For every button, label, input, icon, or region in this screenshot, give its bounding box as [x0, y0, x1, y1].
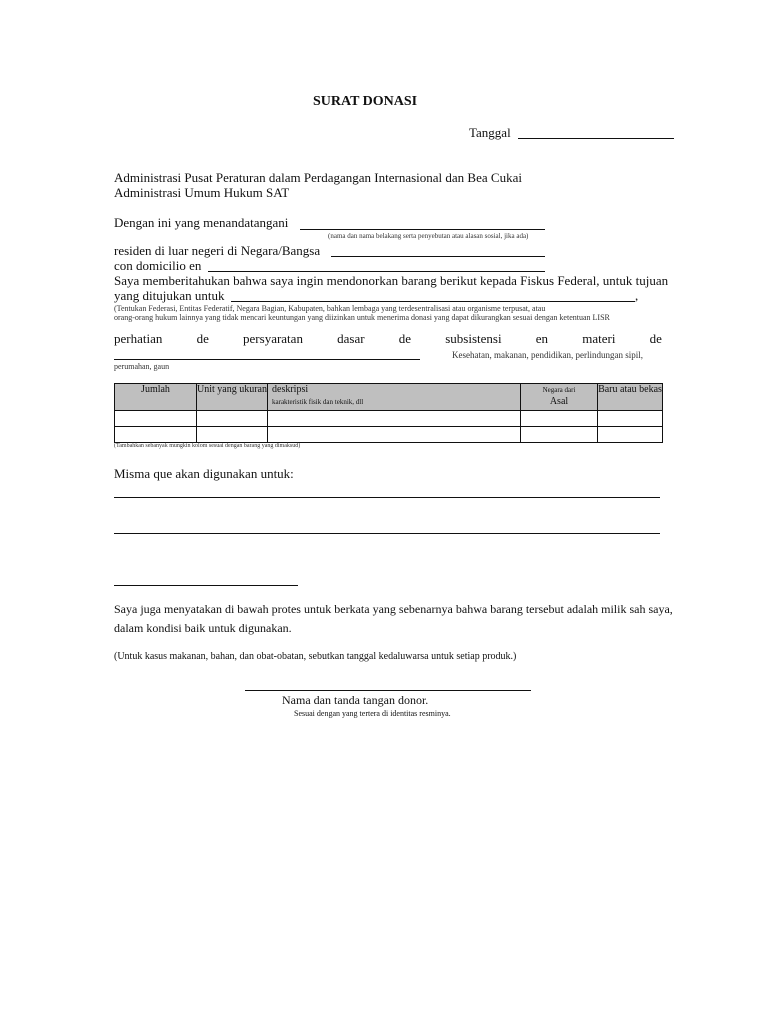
declaration-line-1: Saya juga menyatakan di bawah protes untuk berkata yang sebenarnya bahwa barang tersebut adalah milik sah saya, [114, 602, 673, 616]
entity-note [114, 304, 716, 322]
cell-baru[interactable] [598, 427, 663, 443]
needs-note-line-2: perumahan, gaun [114, 362, 170, 371]
attention-word: de [196, 331, 209, 346]
entity-note-line-1: (Tentukan Federasi, Entitas Federatif, Negara Bagian, Kabupaten, bahkan lembaga yang terdesentralisasi atau organisme terpusat, atau [114, 304, 546, 313]
col-negara-asal [521, 384, 598, 411]
usage-field-1[interactable] [114, 497, 660, 498]
table-row [115, 411, 663, 427]
document-title: SURAT DONASI [313, 94, 418, 109]
attention-word: perhatian [114, 331, 163, 346]
signer-label: Dengan ini yang menandatangani [114, 215, 289, 230]
attention-word: en [535, 331, 549, 346]
expiry-note: (Untuk kasus makanan, bahan, dan obat-obatan, sebutkan tanggal kedaluwarsa untuk setiap produk.) [114, 651, 517, 662]
attention-row [114, 331, 662, 347]
cell-unit[interactable] [197, 411, 268, 427]
notify-line-2-label: yang ditujukan untuk [114, 288, 225, 303]
cell-baru[interactable] [598, 411, 663, 427]
signer-name-field[interactable] [300, 229, 545, 230]
declaration-line-2: dalam kondisi baik untuk digunakan. [114, 621, 292, 635]
table-note: (Tambahkan sebanyak mungkin kolom sesuai dengan barang yang dimaksud) [114, 443, 301, 449]
col-deskripsi [268, 384, 521, 411]
col-deskripsi-label: deskripsi [272, 384, 309, 395]
signature-field[interactable] [245, 690, 531, 691]
date-label: Tanggal [469, 125, 511, 140]
domicile-field[interactable] [208, 271, 545, 272]
usage-field-3[interactable] [114, 585, 298, 586]
signature-label: Nama dan tanda tangan donor. [282, 693, 429, 707]
resident-label: residen di luar negeri di Negara/Bangsa [114, 243, 321, 258]
needs-field[interactable] [114, 359, 420, 360]
attention-word: persyaratan [243, 331, 303, 346]
items-table [114, 383, 663, 443]
needs-note-line-1: Kesehatan, makanan, pendidikan, perlindungan sipil, [452, 350, 643, 360]
cell-asal[interactable] [521, 427, 598, 443]
col-asal-label: Asal [549, 396, 569, 407]
attention-word: de [398, 331, 412, 346]
attention-word: subsistensi [445, 331, 502, 346]
country-field[interactable] [331, 256, 545, 257]
cell-deskripsi[interactable] [268, 411, 521, 427]
cell-deskripsi[interactable] [268, 427, 521, 443]
attention-word: dasar [337, 331, 365, 346]
notify-line-2-end: , [635, 288, 639, 303]
domicile-label: con domicilio en [114, 258, 202, 273]
purpose-field[interactable] [231, 301, 635, 302]
attention-word: de [649, 331, 662, 346]
cell-asal[interactable] [521, 411, 598, 427]
usage-field-2[interactable] [114, 533, 660, 534]
col-baru: Baru atau bekas [598, 384, 663, 411]
usage-label: Misma que akan digunakan untuk: [114, 466, 294, 481]
col-unit: Unit yang ukuran [197, 384, 268, 411]
table-row [115, 427, 663, 443]
entity-note-line-2: orang-orang hukum lainnya yang tidak mencari keuntungan yang diizinkan untuk menerima donasi yang dapat dikurangkan sesuai dengan ketentuan LISR [114, 313, 610, 322]
table-header-row [115, 384, 663, 411]
col-deskripsi-sub: karakteristik fisik dan teknik, dll [272, 398, 364, 406]
notify-line-1: Saya memberitahukan bahwa saya ingin mendonorkan barang berikut kepada Fiskus Federal, untuk tujuan [114, 273, 669, 288]
col-negara-label: Negara dari [542, 386, 576, 394]
attention-word: materi [582, 331, 616, 346]
recipient-line-1: Administrasi Pusat Peraturan dalam Perdagangan Internasional dan Bea Cukai [114, 170, 522, 185]
signer-note: (nama dan nama belakang serta penyebutan atau alasan sosial, jika ada) [328, 232, 529, 240]
cell-unit[interactable] [197, 427, 268, 443]
cell-jumlah[interactable] [115, 427, 197, 443]
recipient-line-2: Administrasi Umum Hukum SAT [114, 185, 290, 200]
cell-jumlah[interactable] [115, 411, 197, 427]
signature-note: Sesuai dengan yang tertera di identitas resminya. [294, 709, 451, 718]
date-field[interactable] [518, 138, 674, 139]
col-jumlah: Jumlah [115, 384, 197, 411]
